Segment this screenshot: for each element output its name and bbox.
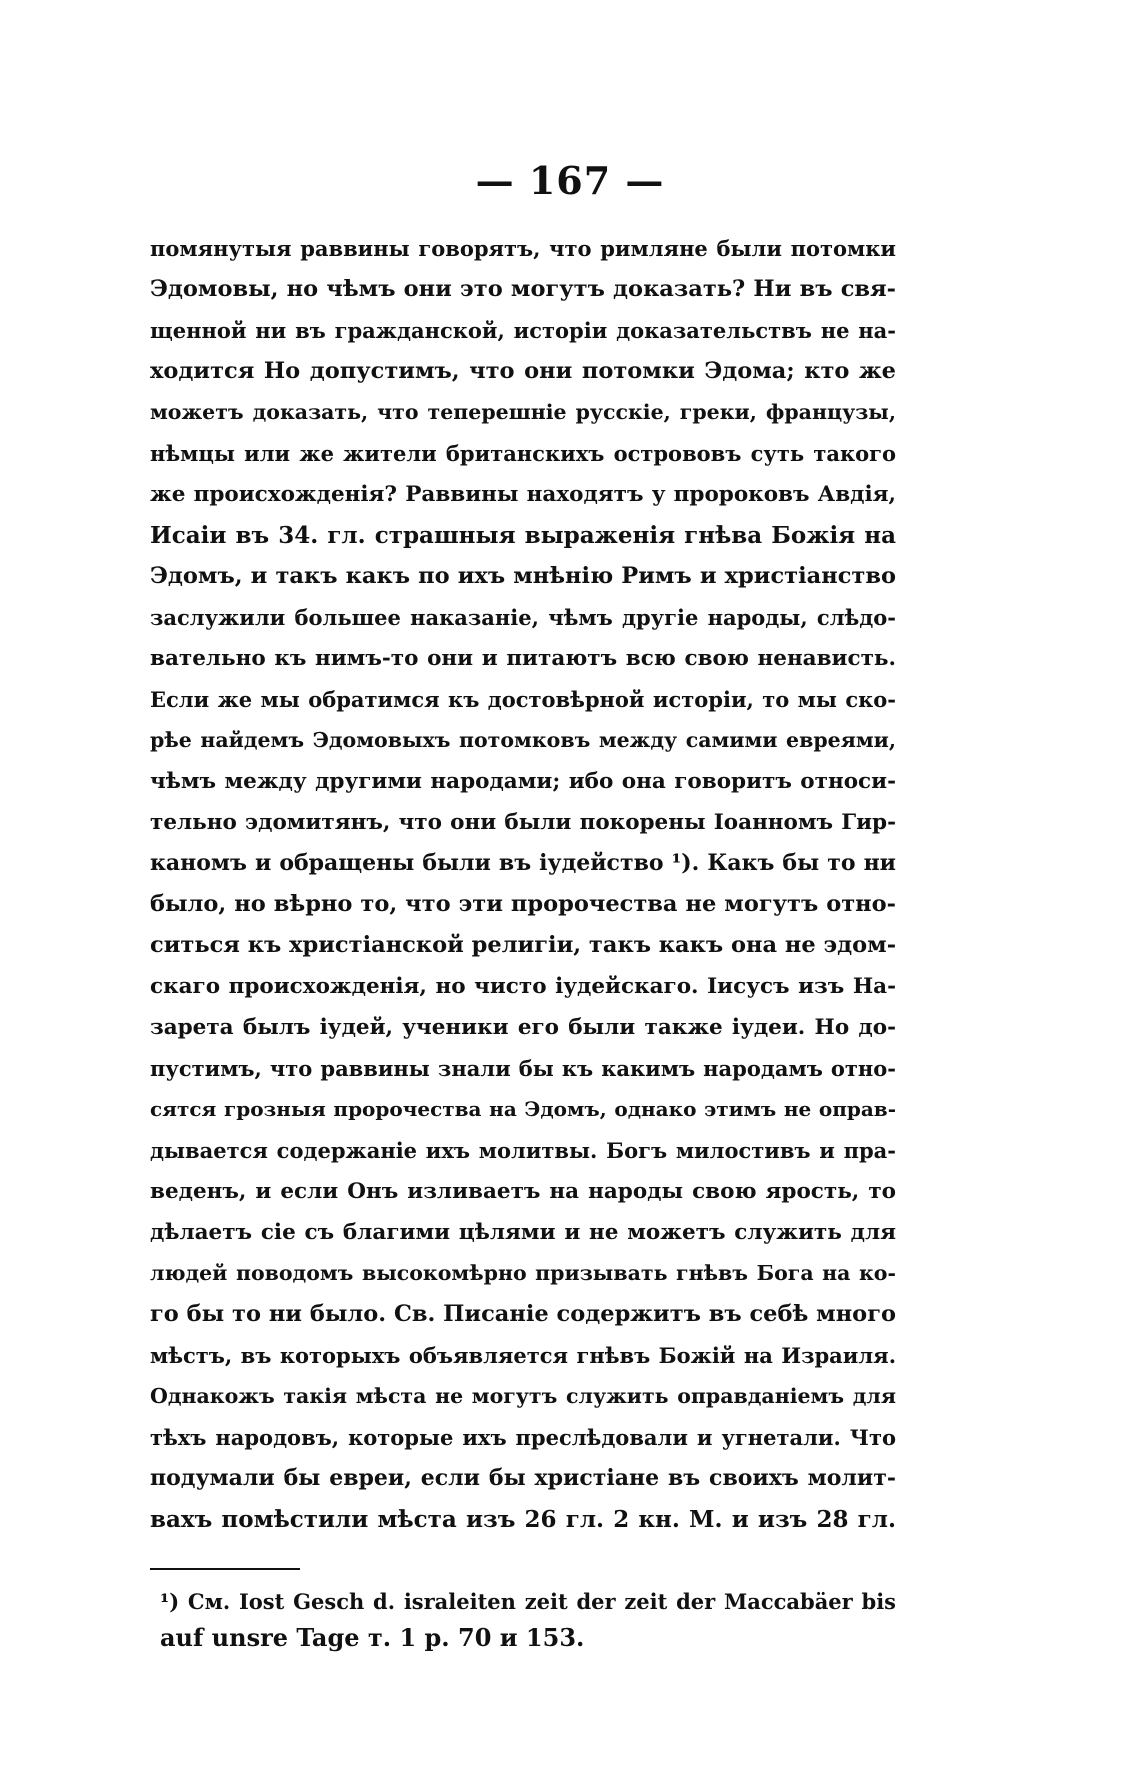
footnote: [160, 1584, 896, 1656]
text-line: Если же мы обратимся къ достовѣрной исторіи, то мы ско-: [150, 687, 896, 712]
text-line: пустимъ, что раввины знали бы къ какимъ народамъ отно-: [150, 1056, 896, 1081]
text-line: нѣмцы или же жители британскихъ острововъ суть такого: [150, 441, 896, 466]
text-line: дѣлаетъ сіе съ благими цѣлями и не можетъ служить для: [150, 1220, 896, 1245]
text-line: чѣмъ между другими народами; ибо она говоритъ относи-: [150, 769, 896, 794]
text-line: сятся грозныя пророчества на Эдомъ, однако этимъ не оправ-: [150, 1097, 896, 1121]
text-line: ситься къ христіанской религіи, такъ какъ она не эдом-: [150, 932, 897, 958]
text-line: помянутыя раввины говорятъ, что римляне были потомки: [150, 236, 896, 261]
text-line: тельно эдомитянъ, что они были покорены Іоанномъ Гир-: [150, 810, 896, 835]
text-line: заслужили большее наказаніе, чѣмъ другіе народы, слѣдо-: [150, 605, 896, 630]
text-line: вательно къ нимъ-то они и питаютъ всю свою ненависть.: [150, 646, 896, 671]
text-line: можетъ доказать, что теперешніе русскіе, греки, французы,: [150, 400, 896, 424]
text-line: Однакожъ такія мѣста не могутъ служить оправданіемъ для: [150, 1384, 896, 1408]
text-line: же происхожденія? Раввины находятъ у пророковъ Авдія,: [150, 482, 896, 507]
text-line: мѣстъ, въ которыхъ объявляется гнѣвъ Божій на Израиля.: [150, 1343, 896, 1368]
text-line: тѣхъ народовъ, которые ихъ преслѣдовали и угнетали. Что: [150, 1425, 896, 1450]
text-line: дывается содержаніе ихъ молитвы. Богъ милостивъ и пра-: [150, 1138, 896, 1163]
text-line: Исаіи въ 34. гл. страшныя выраженія гнѣва Божія на: [150, 522, 896, 549]
text-line: Эдомовы, но чѣмъ они это могутъ доказать? Ни въ свя-: [150, 276, 896, 302]
text-line: рѣе найдемъ Эдомовыхъ потомковъ между самими евреями,: [150, 728, 896, 752]
page-number: — 167 —: [475, 158, 665, 203]
text-line: скаго происхожденія, но чисто іудейскаго. Іисусъ изъ На-: [150, 974, 896, 999]
text-line: щенной ни въ гражданской, исторіи доказательствъ не на-: [150, 318, 896, 343]
text-line: подумали бы евреи, если бы христіане въ своихъ молит-: [150, 1465, 896, 1491]
text-line: зарета былъ іудей, ученики его были также іудеи. Но до-: [150, 1015, 896, 1040]
text-line: го бы то ни было. Св. Писаніе содержитъ въ себѣ много: [150, 1301, 896, 1327]
footnote-line: auf unsre Tage т. 1 р. 70 и 153.: [160, 1623, 585, 1652]
footnote-divider: [150, 1568, 300, 1570]
body-text: [150, 228, 896, 1540]
text-line: каномъ и обращены были въ іудейство ¹). Какъ бы то ни: [150, 850, 896, 876]
text-line: было, но вѣрно то, что эти пророчества не могутъ отно-: [150, 891, 896, 917]
footnote-line: ¹) См. Iost Gesch d. israleiten zeit der zeit der Maccabäer bis: [160, 1589, 896, 1614]
text-line: Эдомъ, и такъ какъ по ихъ мнѣнію Римъ и христіанство: [150, 563, 896, 589]
text-line: ходится Но допустимъ, что они потомки Эдома; кто же: [150, 358, 896, 384]
text-line: людей поводомъ высокомѣрно призывать гнѣвъ Бога на ко-: [150, 1261, 896, 1285]
text-line: веденъ, и если Онъ изливаетъ на народы свою ярость, то: [150, 1179, 896, 1204]
text-line: вахъ помѣстили мѣста изъ 26 гл. 2 кн. М. и изъ 28 гл.: [150, 1506, 896, 1533]
